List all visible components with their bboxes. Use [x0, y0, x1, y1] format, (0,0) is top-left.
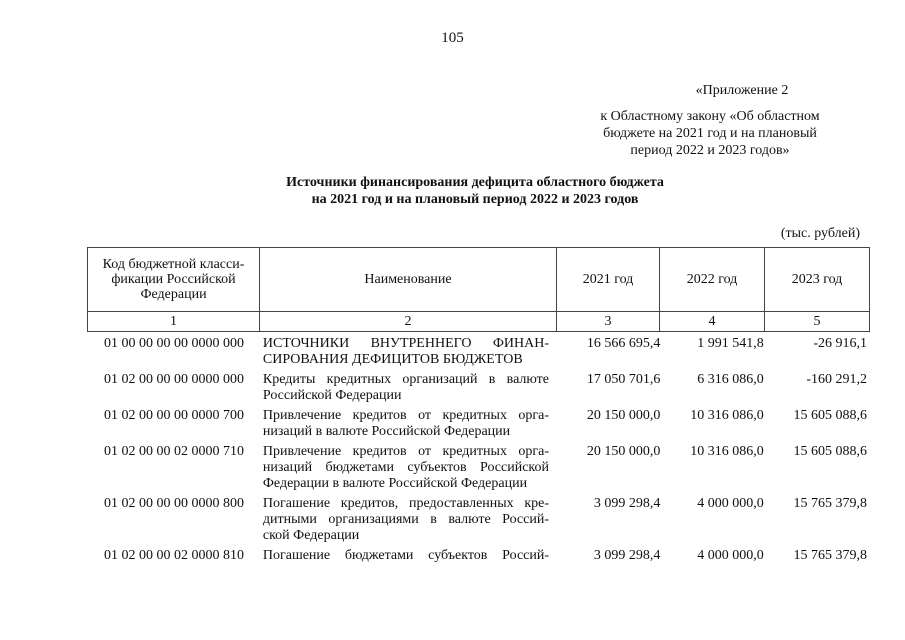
row-name-line: Привлечение кредитов от кредитных орга- [262, 408, 550, 423]
row-name [261, 336, 549, 368]
header-code-line: фикации Российской [111, 272, 236, 287]
document-title-line: на 2021 год и на плановый период 2022 и 2023 годов [311, 192, 639, 207]
column-number: 5 [765, 312, 870, 332]
row-code: 01 02 00 00 02 0000 710 [103, 444, 244, 459]
row-value-2021: 16 566 695,4 [586, 336, 661, 351]
row-value-2021: 3 099 298,4 [593, 548, 661, 563]
row-name-line: Российской Федерации [262, 388, 402, 403]
row-value-2022: 6 316 086,0 [697, 372, 764, 387]
table-row [87, 336, 867, 368]
units-label: (тыс. рублей) [780, 226, 860, 241]
page-number: 105 [441, 30, 464, 46]
row-name-line: низаций в валюте Российской Федерации [262, 424, 511, 439]
column-number: 4 [660, 312, 765, 332]
row-name-line: дитными организациями в валюте Россий- [262, 512, 550, 527]
row-value-2022: 10 316 086,0 [690, 444, 764, 459]
row-name-line: ИСТОЧНИКИ ВНУТРЕННЕГО ФИНАН- [262, 336, 550, 351]
row-value-2021: 20 150 000,0 [586, 444, 661, 459]
row-value-2023: 15 605 088,6 [793, 408, 868, 423]
row-value-2023: 15 765 379,8 [793, 548, 868, 563]
row-name-line: Привлечение кредитов от кредитных орга- [262, 444, 550, 459]
row-name-line: Погашение бюджетами субъектов Россий- [262, 548, 550, 563]
row-value-2021: 3 099 298,4 [593, 496, 661, 511]
row-value-2023: 15 765 379,8 [793, 496, 868, 511]
row-code: 01 02 00 00 00 0000 700 [103, 408, 244, 423]
table-row [87, 496, 867, 544]
row-name [261, 408, 549, 440]
row-name-line: низаций бюджетами субъектов Российской [262, 460, 550, 475]
document-title-line: Источники финансирования дефицита областного бюджета [286, 175, 664, 190]
row-value-2022: 1 991 541,8 [697, 336, 764, 351]
appendix-line: бюджете на 2021 год и на плановый [603, 126, 817, 141]
row-name [261, 372, 549, 404]
header-code-line: Федерации [140, 287, 207, 302]
row-name [261, 496, 549, 544]
row-value-2022: 4 000 000,0 [697, 548, 764, 563]
row-name [261, 548, 549, 564]
row-name-line: СИРОВАНИЯ ДЕФИЦИТОВ БЮДЖЕТОВ [262, 352, 523, 367]
header-code [88, 248, 260, 312]
appendix-title: «Приложение 2 [695, 83, 789, 98]
header-code-line: Код бюджетной класси- [102, 257, 245, 272]
table-row [87, 372, 867, 404]
row-code: 01 02 00 00 00 0000 800 [103, 496, 244, 511]
row-value-2022: 4 000 000,0 [697, 496, 764, 511]
row-code: 01 02 00 00 00 0000 000 [103, 372, 244, 387]
header-name: Наименование [260, 248, 557, 312]
row-value-2022: 10 316 086,0 [690, 408, 764, 423]
row-value-2023: 15 605 088,6 [793, 444, 868, 459]
column-number: 2 [260, 312, 557, 332]
row-value-2023: -160 291,2 [806, 372, 868, 387]
row-value-2021: 20 150 000,0 [586, 408, 661, 423]
row-name-line: Погашение кредитов, предоставленных кре- [262, 496, 550, 511]
row-value-2021: 17 050 701,6 [586, 372, 661, 387]
appendix-note [560, 82, 860, 159]
row-name [261, 444, 549, 492]
column-number: 3 [557, 312, 660, 332]
row-code: 01 00 00 00 00 0000 000 [103, 336, 244, 351]
header-2022: 2022 год [660, 248, 765, 312]
table-row [87, 548, 867, 564]
row-name-line: ской Федерации [262, 528, 360, 543]
header-2021: 2021 год [557, 248, 660, 312]
column-number: 1 [88, 312, 260, 332]
row-name-line: Кредиты кредитных организаций в валюте [262, 372, 550, 387]
table-body [87, 336, 867, 568]
appendix-line: к Областному закону «Об областном [600, 109, 820, 124]
row-value-2023: -26 916,1 [813, 336, 868, 351]
table-header [87, 247, 870, 332]
row-name-line: Федерации в валюте Российской Федерации [262, 476, 528, 491]
header-2023: 2023 год [765, 248, 870, 312]
row-code: 01 02 00 00 02 0000 810 [103, 548, 244, 563]
document-title [0, 174, 905, 208]
table-row [87, 408, 867, 440]
appendix-line: период 2022 и 2023 годов» [630, 143, 790, 158]
table-row [87, 444, 867, 492]
